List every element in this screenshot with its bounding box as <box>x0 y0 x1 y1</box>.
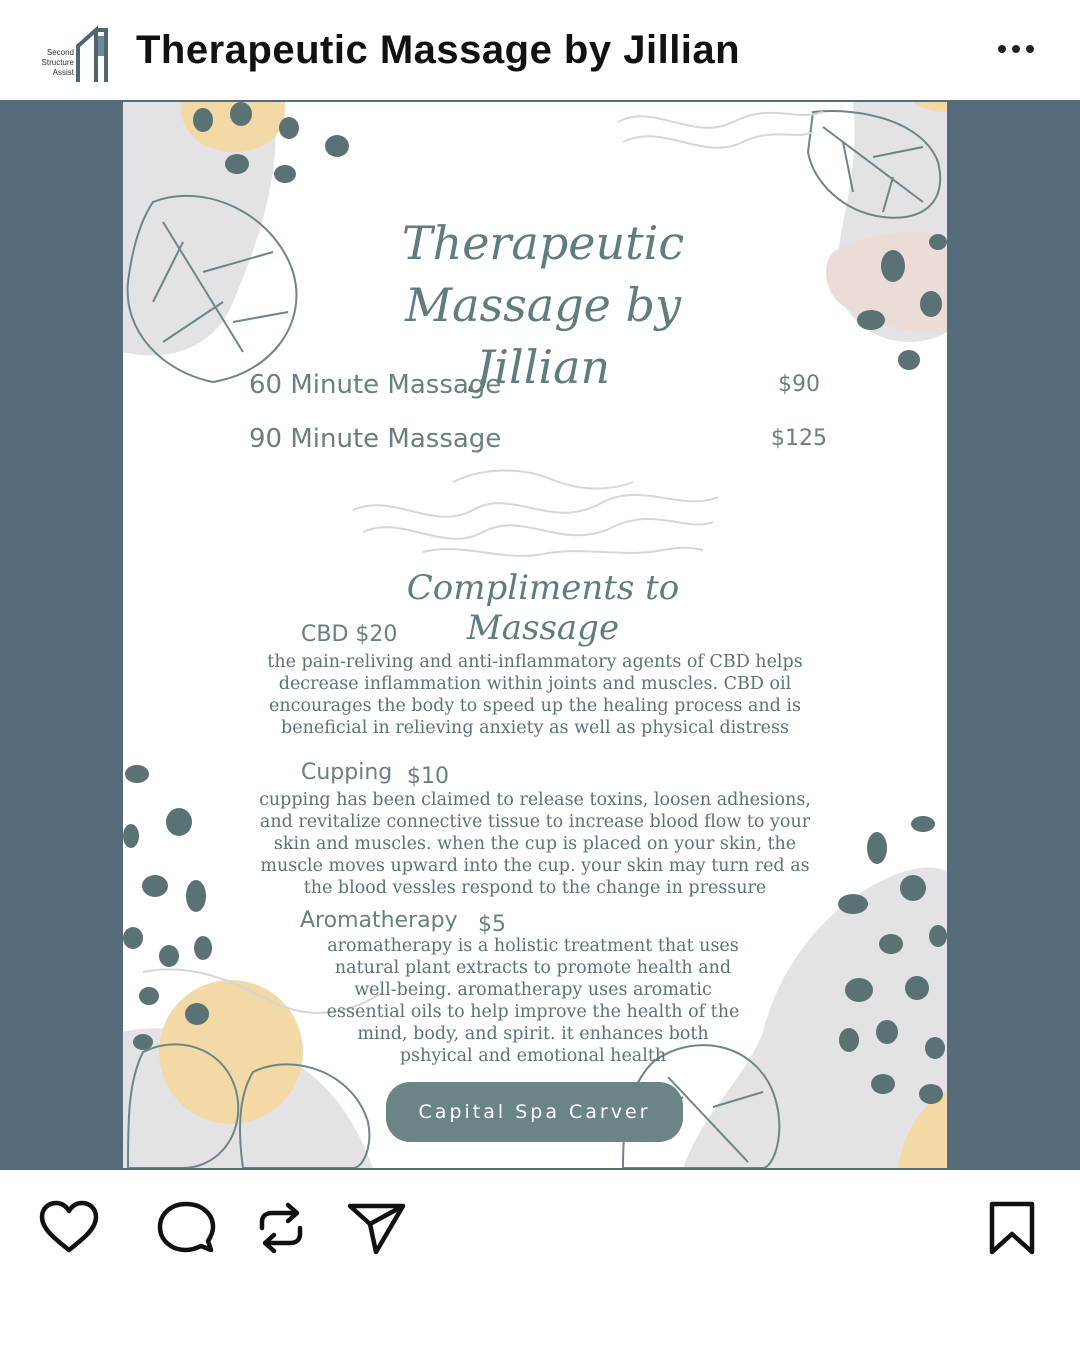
post-header <box>0 0 1080 100</box>
addon-price: $10 <box>407 764 449 789</box>
flyer-image[interactable] <box>123 102 947 1168</box>
service-name: 90 Minute Massage <box>249 424 502 454</box>
description-line: muscle moves upward into the cup. your skin may turn red as <box>260 856 810 876</box>
repost-icon[interactable] <box>250 1200 312 1256</box>
description-line: aromatherapy is a holistic treatment that uses <box>327 936 739 956</box>
description-line: and revitalize connective tissue to increase blood flow to your <box>259 812 811 832</box>
action-bar <box>0 1170 1080 1350</box>
addon-name: CBD $20 <box>301 622 398 647</box>
logo-line: Second <box>46 48 74 57</box>
addons-title: Compliments to Massage <box>406 568 680 648</box>
description-line: encourages the body to speed up the healing process and is <box>269 696 801 716</box>
description-line: skin and muscles. when the cup is placed on your skin, the <box>273 834 797 854</box>
addon-name: Aromatherapy <box>300 908 458 933</box>
account-logo[interactable] <box>36 24 112 84</box>
description-line: essential oils to help improve the health of the <box>326 1002 740 1022</box>
flyer-title-line: Jillian <box>475 340 611 394</box>
addon-price: $5 <box>478 912 506 937</box>
send-icon[interactable] <box>346 1200 408 1256</box>
description-line: beneficial in relieving anxiety as well as physical distress <box>281 718 789 738</box>
description-line: well-being. aromatherapy uses aromatic <box>354 980 712 1000</box>
spa-location-button[interactable]: Capital Spa Carver <box>386 1082 683 1142</box>
addon-description <box>235 651 835 739</box>
description-line: pshyical and emotional health <box>399 1046 667 1066</box>
logo-wordmark <box>36 48 74 78</box>
post-title: Therapeutic Massage by Jillian <box>136 28 741 72</box>
description-line: cupping has been claimed to release toxins, loosen adhesions, <box>259 790 811 810</box>
addon-description <box>235 789 835 899</box>
logo-line: Assist <box>52 68 74 77</box>
description-line: decrease inflammation within joints and muscles. CBD oil <box>278 674 792 694</box>
flyer-title-line: Therapeutic Massage by <box>401 216 685 332</box>
logo-line: Structure <box>41 58 74 67</box>
bookmark-icon[interactable] <box>982 1200 1044 1256</box>
addon-name: Cupping <box>301 760 393 785</box>
description-line: the pain-reliving and anti-inflammatory agents of CBD helps <box>267 652 803 672</box>
service-price: $90 <box>778 372 820 397</box>
service-price: $125 <box>771 426 827 451</box>
description-line: the blood vessles respond to the change in pressure <box>303 878 767 898</box>
comment-icon[interactable] <box>156 1200 218 1256</box>
description-line: natural plant extracts to promote health and <box>334 958 732 978</box>
description-line: mind, body, and spirit. it enhances both <box>357 1024 709 1044</box>
more-dots-icon[interactable] <box>990 30 1042 66</box>
building-icon <box>76 26 110 84</box>
heart-icon[interactable] <box>38 1200 100 1256</box>
service-name: 60 Minute Massage <box>249 370 502 400</box>
addon-description <box>283 935 783 1067</box>
